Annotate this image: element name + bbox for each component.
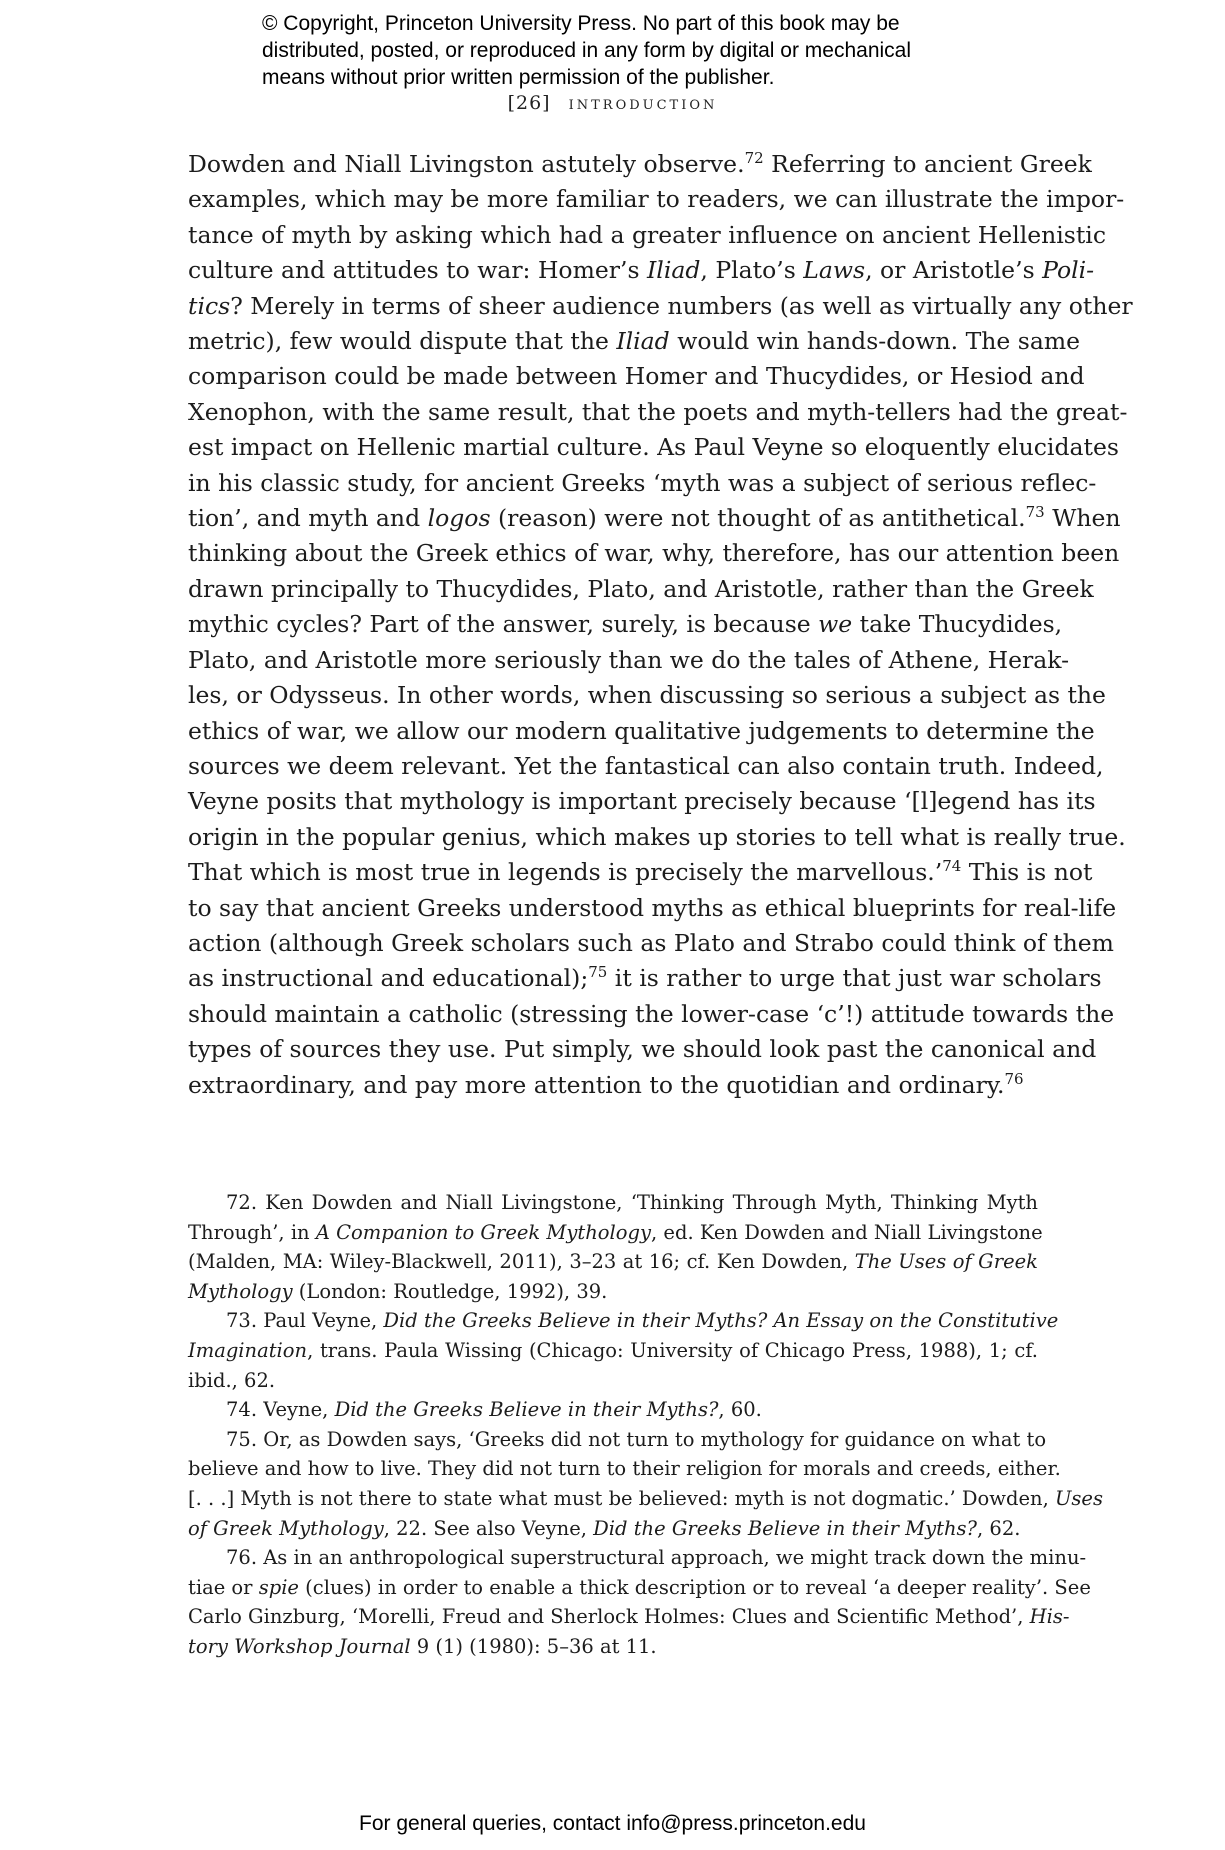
footnote-line: believe and how to live. They did not turn to their religion for morals and creeds, either.: [188, 1457, 1061, 1481]
copyright-line: means without prior written permission of the publisher.: [262, 66, 775, 89]
page-number: [26]: [507, 92, 551, 114]
text-line: should maintain a catholic (stressing the lower-case ‘c’!) attitude towards the: [188, 999, 1115, 1028]
footnote-line: tiae or spie (clues) in order to enable a thick description or to reveal ‘a deeper reality’. See: [188, 1575, 1091, 1599]
footnote-line: tory Workshop Journal 9 (1) (1980): 5–36 at 11.: [188, 1634, 657, 1658]
text-line: examples, which may be more familiar to readers, we can illustrate the impor-: [188, 185, 1125, 214]
text-line: action (although Greek scholars such as Plato and Strabo could think of them: [188, 928, 1114, 957]
text-line: That which is most true in legends is precisely the marvellous.’$^{74}$ This is not: [188, 857, 1093, 887]
footnote-76: [188, 1543, 1091, 1661]
text-line: sources we deem relevant. Yet the fantastical can also contain truth. Indeed,: [188, 751, 1104, 780]
text-line: Plato, and Aristotle more seriously than we do the tales of Athene, Herak-: [188, 645, 1070, 674]
footnote-line: Mythology (London: Routledge, 1992), 39.: [188, 1279, 608, 1303]
text-line: culture and attitudes to war: Homer’s Iliad, Plato’s Laws, or Aristotle’s Poli-: [188, 256, 1095, 285]
footnote-line: 74. Veyne, Did the Greeks Believe in their Myths?, 60.: [226, 1398, 762, 1422]
footnote-line: 76. As in an anthropological superstructural approach, we might track down the minu-: [226, 1546, 1087, 1570]
text-line: Veyne posits that mythology is important precisely because ‘[l]egend has its: [188, 787, 1096, 816]
text-line: to say that ancient Greeks understood myths as ethical blueprints for real-life: [188, 893, 1117, 922]
footnote-line: Imagination, trans. Paula Wissing (Chicago: University of Chicago Press, 1988), 1; cf.: [188, 1338, 1038, 1362]
text-line: tion’, and myth and logos (reason) were not thought of as antithetical.$^{73}$ When: [188, 503, 1121, 533]
footnote-line: Carlo Ginzburg, ‘Morelli, Freud and Sherlock Holmes: Clues and Scientific Method’, His-: [188, 1605, 1070, 1629]
text-line: in his classic study, for ancient Greeks ‘myth was a subject of serious reflec-: [188, 468, 1097, 497]
footnote-74: [188, 1395, 1038, 1425]
section-title: introduction: [568, 92, 718, 114]
footnote-line: 72. Ken Dowden and Niall Livingstone, ‘Thinking Through Myth, Thinking Myth: [226, 1191, 1038, 1214]
footnotes: [188, 1188, 1103, 1662]
footnote-line: of Greek Mythology, 22. See also Veyne, Did the Greeks Believe in their Myths?, 62.: [188, 1516, 1021, 1540]
text-line: comparison could be made between Homer and Thucydides, or Hesiod and: [188, 362, 1085, 391]
footnote-ref-75[interactable]: 75: [588, 963, 608, 982]
footnote-ref-72[interactable]: 72: [744, 149, 764, 167]
text-line: drawn principally to Thucydides, Plato, and Aristotle, rather than the Greek: [188, 574, 1094, 603]
footnote-line: 75. Or, as Dowden says, ‘Greeks did not turn to mythology for guidance on what to: [226, 1427, 1047, 1451]
footnote-ref-73[interactable]: 73: [1025, 503, 1045, 522]
text-line: tics? Merely in terms of sheer audience numbers (as well as virtually any other: [188, 291, 1133, 320]
footnote-ref-76[interactable]: 76: [1004, 1069, 1024, 1088]
footnote-line: ibid., 62.: [188, 1368, 276, 1392]
footnote-72: [188, 1188, 1043, 1306]
footnote-73: [188, 1306, 1059, 1395]
text-line: as instructional and educational);$^{75}$ it is rather to urge that just war scholars: [188, 963, 1102, 993]
footnote-line: Through’, in A Companion to Greek Mythology, ed. Ken Dowden and Niall Livingstone: [188, 1220, 1043, 1244]
text-line: extraordinary, and pay more attention to the quotidian and ordinary.$^{76}$: [188, 1069, 1024, 1099]
text-line: thinking about the Greek ethics of war, why, therefore, has our attention been: [188, 539, 1120, 568]
footnote-ref-74[interactable]: 74: [942, 857, 962, 876]
copyright-line: © Copyright, Princeton University Press. No part of this book may be: [262, 12, 900, 35]
text-line: est impact on Hellenic martial culture. As Paul Veyne so eloquently elucidates: [188, 433, 1119, 462]
text-line: les, or Odysseus. In other words, when discussing so serious a subject as the: [188, 681, 1106, 710]
copyright-line: distributed, posted, or reproduced in any form by digital or mechanical: [262, 39, 912, 62]
text-line: mythic cycles? Part of the answer, surely, is because we take Thucydides,: [188, 610, 1063, 639]
text-line: origin in the popular genius, which makes up stories to tell what is really true.: [188, 822, 1126, 851]
footnote-75: [188, 1425, 1103, 1543]
main-text: [188, 147, 1133, 1103]
footnote-line: (Malden, MA: Wiley-Blackwell, 2011), 3–23 at 16; cf. Ken Dowden, The Uses of Greek: [188, 1250, 1038, 1274]
text-line: tance of myth by asking which had a greater influence on ancient Hellenistic: [188, 220, 1106, 249]
text-line: ethics of war, we allow our modern qualitative judgements to determine the: [188, 716, 1095, 745]
footnote-line: 73. Paul Veyne, Did the Greeks Believe in their Myths? An Essay on the Constitutive: [226, 1309, 1059, 1333]
text-line: Xenophon, with the same result, that the poets and myth-tellers had the great-: [188, 397, 1128, 426]
text-line: types of sources they use. Put simply, we should look past the canonical and: [188, 1035, 1097, 1064]
footnote-line: [. . .] Myth is not there to state what must be believed: myth is not dogmatic.’ Dowden, Uses: [188, 1486, 1103, 1510]
text-line: Dowden and Niall Livingston astutely observe.$^{72}$ Referring to ancient Greek: [188, 149, 1092, 178]
footer-contact: For general queries, contact info@press.princeton.edu: [359, 1812, 866, 1835]
text-line: metric), few would dispute that the Iliad would win hands-down. The same: [188, 327, 1081, 356]
running-head: [0, 92, 1225, 114]
copyright-notice: [262, 10, 1022, 91]
